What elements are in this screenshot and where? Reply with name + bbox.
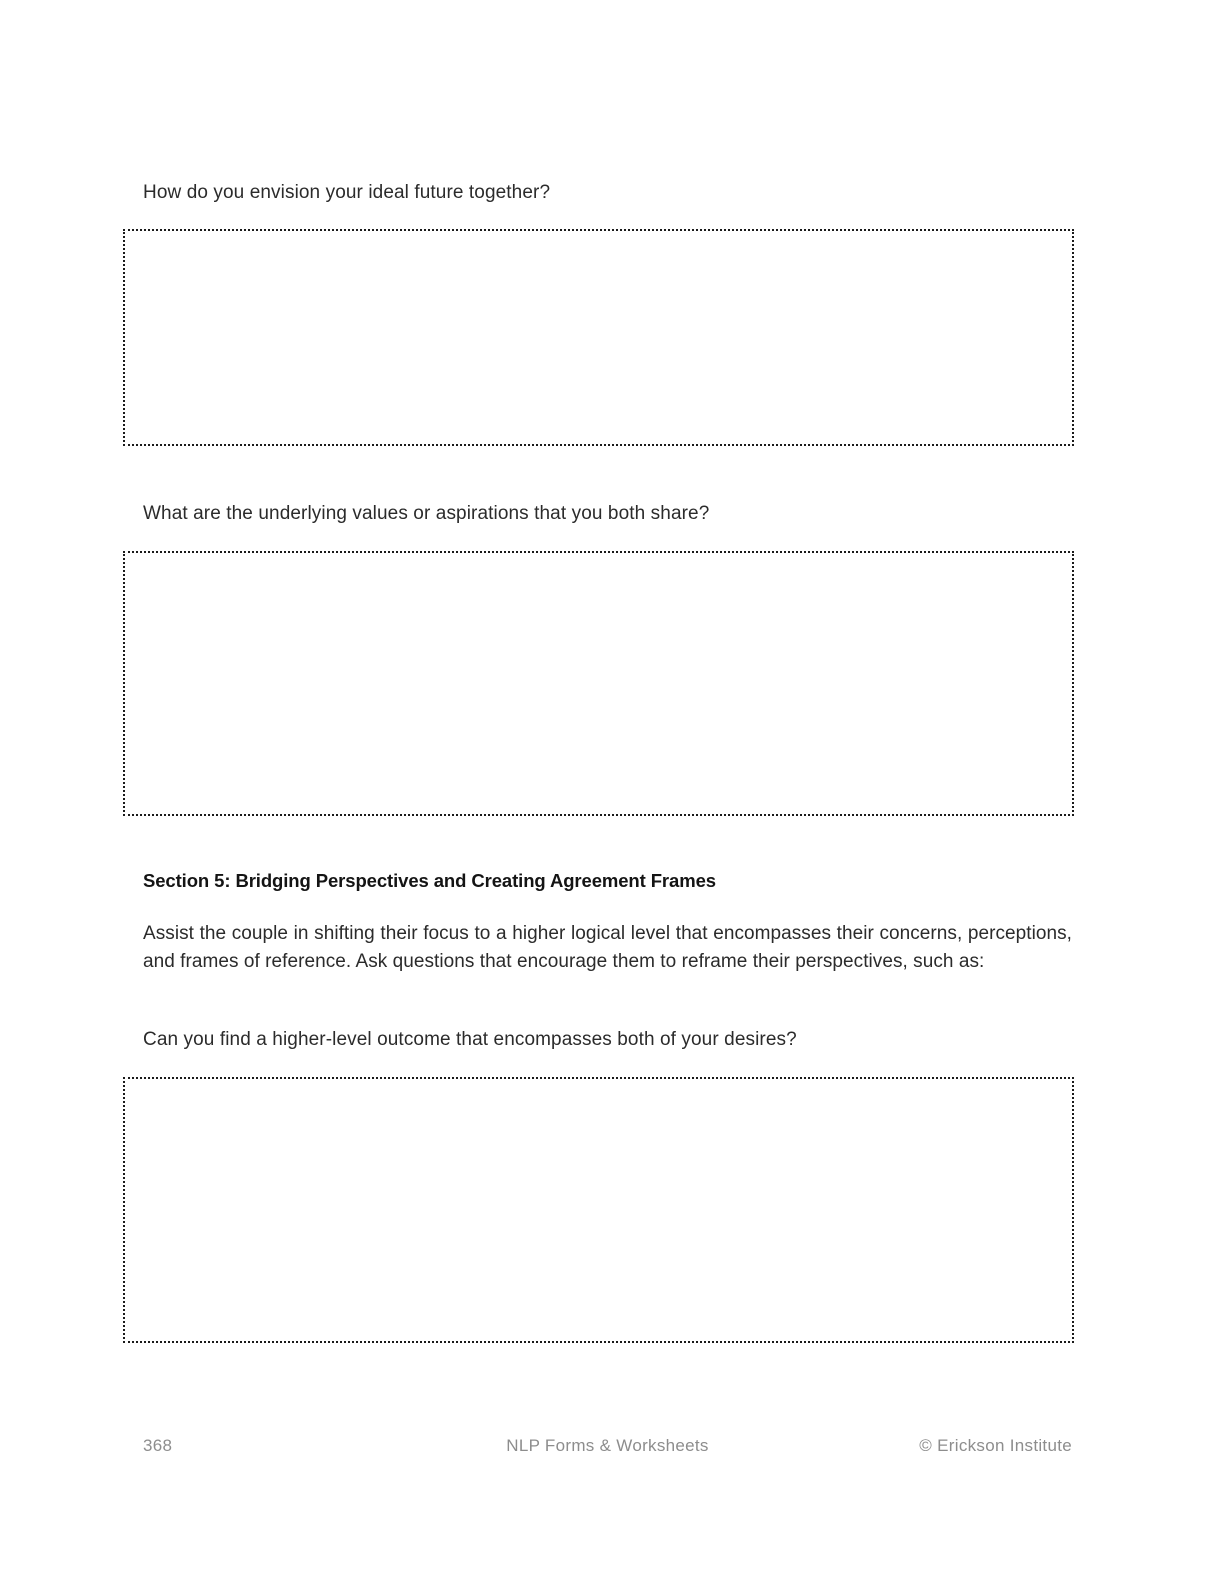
footer-document-title: NLP Forms & Worksheets bbox=[506, 1436, 709, 1455]
footer-copyright: © Erickson Institute bbox=[919, 1436, 1072, 1455]
answer-box-higher-level-outcome[interactable] bbox=[123, 1077, 1074, 1343]
question-ideal-future: How do you envision your ideal future together? bbox=[143, 182, 551, 203]
answer-box-shared-values[interactable] bbox=[123, 551, 1074, 816]
answer-box-ideal-future[interactable] bbox=[123, 229, 1074, 446]
question-higher-level-outcome: Can you find a higher-level outcome that encompasses both of your desires? bbox=[143, 1029, 797, 1050]
question-shared-values: What are the underlying values or aspirations that you both share? bbox=[143, 503, 710, 524]
section-instruction-paragraph: Assist the couple in shifting their focus to a higher logical level that encompasses their concerns, perceptions, and frames of reference. Ask questions that encourage them to reframe their perspectives, such as: bbox=[143, 923, 1072, 972]
page-footer bbox=[143, 1434, 1072, 1458]
footer-page-number: 368 bbox=[143, 1436, 173, 1455]
section-heading-5: Section 5: Bridging Perspectives and Creating Agreement Frames bbox=[143, 870, 716, 891]
